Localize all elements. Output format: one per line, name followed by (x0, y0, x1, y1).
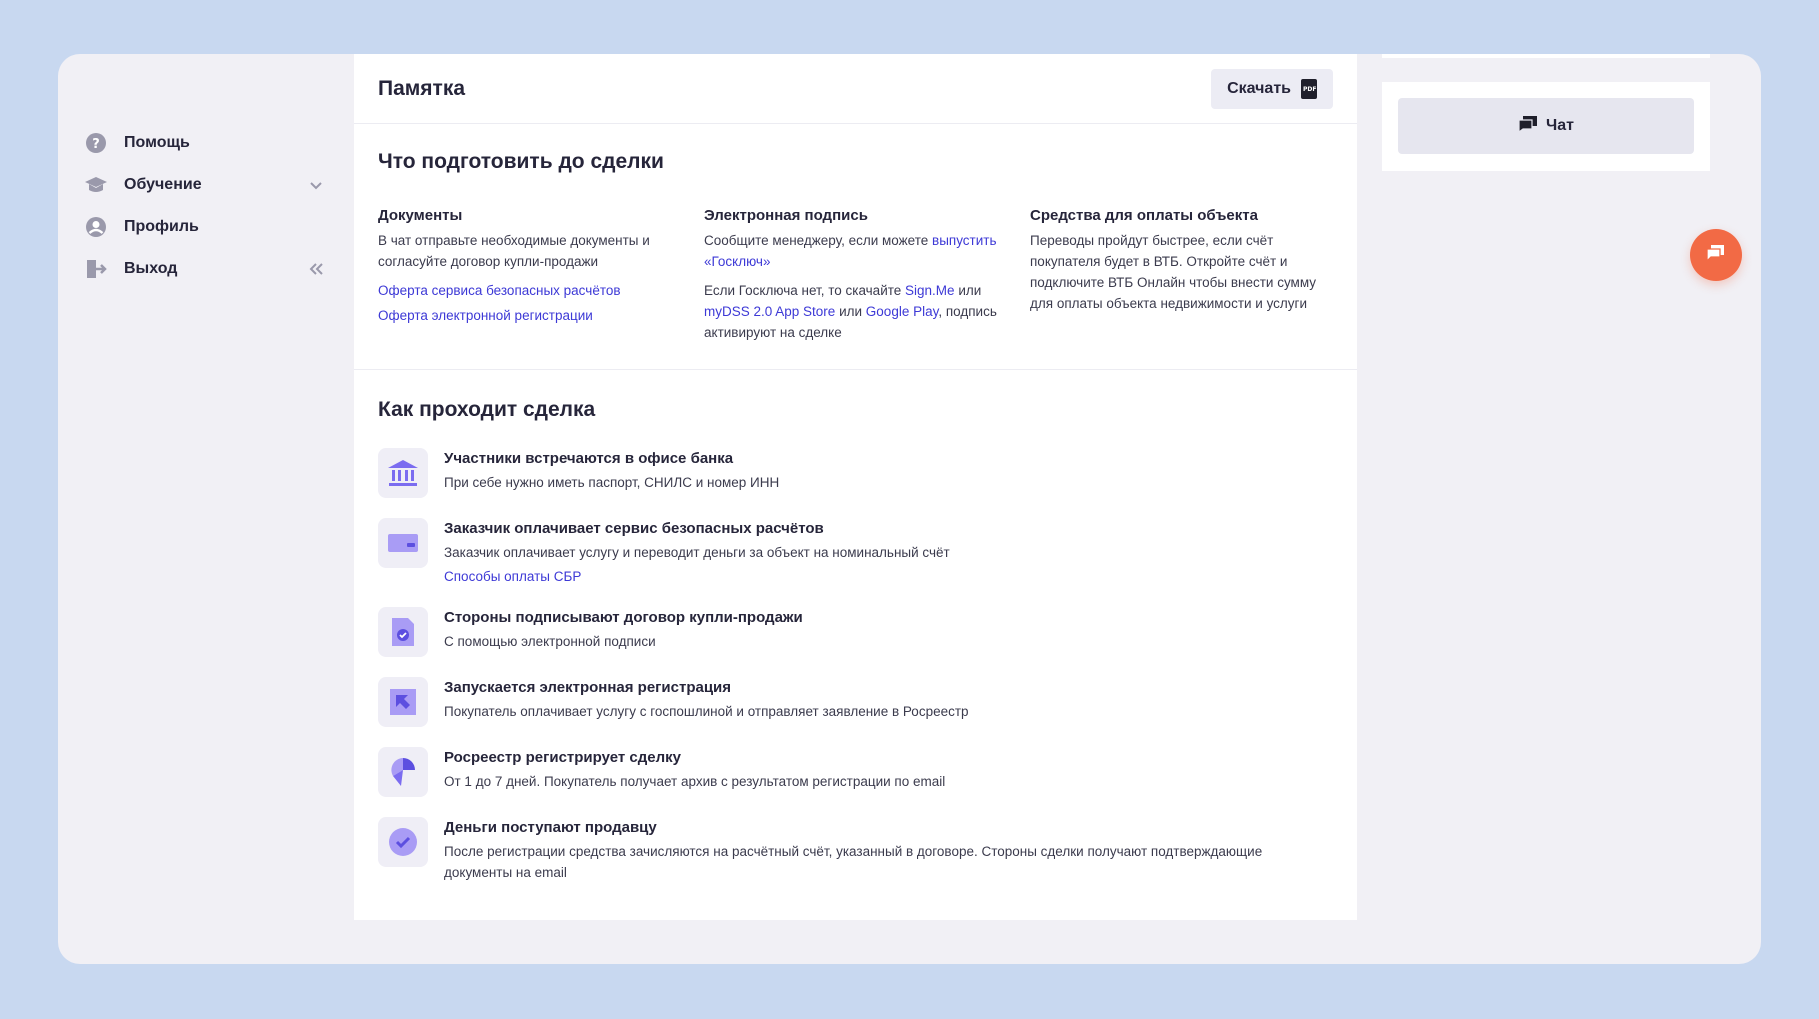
step-desc: После регистрации средства зачисляются на расчётный счёт, указанный в договоре. Стороны сделки получают подтверждающие документы на email (444, 844, 1263, 880)
signature-heading: Электронная подпись (704, 207, 868, 224)
apps-text-b: или (954, 283, 982, 298)
app-window (58, 54, 1761, 964)
signature-text-lead: Сообщите менеджеру, если можете (704, 233, 933, 248)
floating-chat-button[interactable] (1690, 229, 1742, 281)
collapse-sidebar-icon[interactable] (306, 259, 326, 279)
sidebar (84, 122, 334, 290)
svg-text:?: ? (92, 137, 100, 152)
chat-panel (1382, 82, 1710, 171)
signme-link[interactable]: Sign.Me (905, 283, 955, 298)
list-item (378, 607, 1333, 657)
goskey-link[interactable]: выпустить «Госключ» (704, 233, 997, 269)
chat-label: Чат (1546, 117, 1574, 134)
signature-apps-text (704, 280, 1018, 343)
sidebar-item-logout[interactable] (84, 248, 334, 290)
steps-section (354, 370, 1357, 883)
pdf-icon (1301, 79, 1317, 99)
chat-icon (1518, 115, 1538, 138)
sidebar-item-profile[interactable] (84, 206, 334, 248)
list-item (378, 817, 1333, 883)
step-title: Участники встречаются в офисе банка (444, 450, 734, 467)
documents-column (378, 207, 704, 343)
sidebar-item-label: Выход (124, 260, 178, 277)
logout-icon (84, 257, 108, 281)
sidebar-item-label: Обучение (124, 176, 202, 193)
apps-text-c: или (835, 304, 866, 319)
sidebar-item-help[interactable] (84, 122, 334, 164)
signature-column (704, 207, 1030, 343)
graduation-cap-icon (84, 173, 108, 197)
list-item (378, 448, 1333, 498)
rosreestr-icon (378, 747, 428, 797)
sidebar-item-label: Профиль (124, 218, 199, 235)
pdf-badge: PDF (1303, 85, 1317, 93)
steps-title: Как проходит сделка (378, 398, 596, 421)
prep-section (354, 124, 1357, 370)
documents-text: В чат отправьте необходимые документы и согласуйте договор купли-продажи (378, 233, 650, 269)
apps-text-a: Если Госключа нет, то скачайте (704, 283, 906, 298)
list-item (378, 518, 1333, 587)
right-panel-top (1382, 54, 1710, 58)
sbr-payment-methods-link[interactable]: Способы оплаты СБР (444, 569, 582, 584)
download-label: Скачать (1227, 79, 1291, 97)
list-item (378, 747, 1333, 797)
signature-text (704, 230, 1018, 272)
e-registration-offer-link[interactable]: Оферта электронной регистрации (378, 308, 593, 323)
registration-icon (378, 677, 428, 727)
step-title: Стороны подписывают договор купли-продажи (444, 609, 803, 626)
memo-header (354, 54, 1357, 124)
google-play-link[interactable]: Google Play (865, 304, 939, 319)
chevron-down-icon[interactable] (306, 175, 326, 195)
payment-heading: Средства для оплаты объекта (1030, 207, 1258, 224)
documents-heading: Документы (378, 207, 463, 224)
check-circle-icon (378, 817, 428, 867)
step-title: Росреестр регистрирует сделку (444, 749, 682, 766)
card-icon (378, 518, 428, 568)
safe-payment-offer-link[interactable]: Оферта сервиса безопасных расчётов (378, 283, 621, 298)
sidebar-item-label: Помощь (124, 134, 190, 151)
list-item (378, 677, 1333, 727)
sidebar-item-learning[interactable] (84, 164, 334, 206)
mydss-link[interactable]: myDSS 2.0 App Store (704, 304, 836, 319)
chat-bubble-icon (1705, 243, 1727, 268)
step-title: Заказчик оплачивает сервис безопасных расчётов (444, 520, 824, 537)
step-desc: От 1 до 7 дней. Покупатель получает архив с результатом регистрации по email (444, 774, 946, 789)
step-desc: Покупатель оплачивает услугу с госпошлиной и отправляет заявление в Росреестр (444, 704, 969, 719)
help-icon (84, 131, 108, 155)
signed-document-icon (378, 607, 428, 657)
step-desc: При себе нужно иметь паспорт, СНИЛС и номер ИНН (444, 475, 780, 490)
step-desc: Заказчик оплачивает услугу и переводит деньги за объект на номинальный счёт (444, 545, 950, 560)
payment-text: Переводы пройдут быстрее, если счёт покупателя будет в ВТБ. Откройте счёт и подключите ВТБ Онлайн чтобы внести сумму для оплаты объекта недвижимости и услуги (1030, 233, 1317, 311)
download-button[interactable] (1211, 69, 1333, 109)
memo-card (354, 54, 1357, 920)
bank-icon (378, 448, 428, 498)
step-title: Деньги поступают продавцу (444, 819, 657, 836)
profile-icon (84, 215, 108, 239)
step-title: Запускается электронная регистрация (444, 679, 732, 696)
step-desc: С помощью электронной подписи (444, 634, 656, 649)
chat-button[interactable] (1398, 98, 1694, 154)
payment-column (1030, 207, 1330, 343)
apps-text-d: , подпись активируют на сделке (704, 304, 997, 340)
prep-title: Что подготовить до сделки (378, 150, 664, 173)
page-title: Памятка (378, 76, 466, 100)
